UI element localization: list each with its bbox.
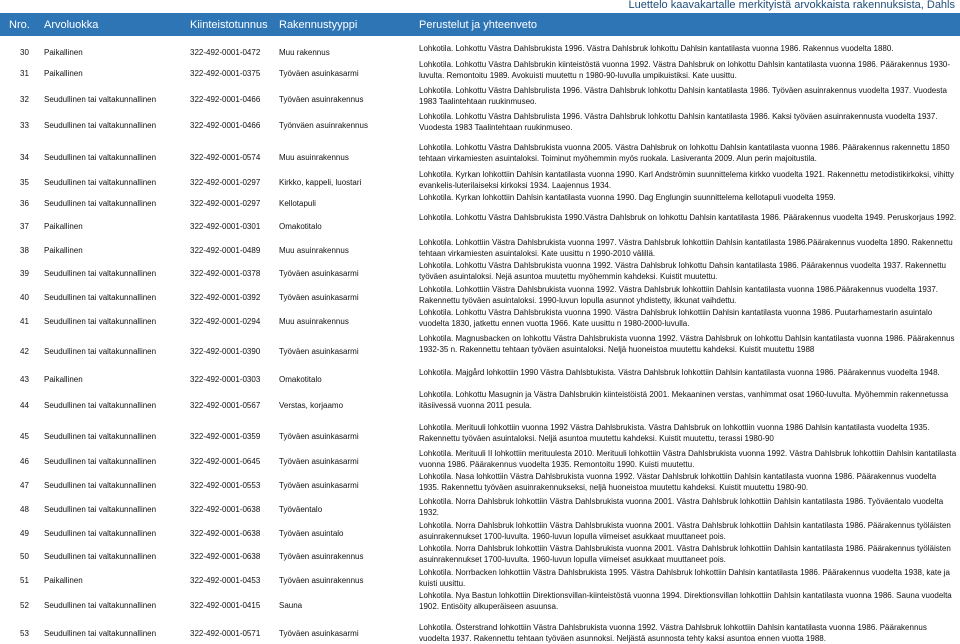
cell-perustelut: Lohkotila. Norra Dahlsbruk lohkottiin Västra Dahlsbrukista vuonna 2001. Västra Dahlsbruk lohkottiin Dahlsin kantatilasta 1986. Työväentalo vuodelta 1932. — [419, 497, 944, 517]
report-banner — [0, 0, 960, 13]
cell-rakennustyyppi: Työväen asuinkasarmi — [279, 269, 359, 278]
cell-nro: 35 — [20, 178, 29, 187]
cell-rakennustyyppi: Työväen asuinkasarmi — [279, 481, 359, 490]
report-title: Luettelo kaavakartalle merkityistä arvokkaista rakennuksista, Dahls — [628, 0, 955, 11]
cell-kiinteistotunnus: 322-492-0001-0574 — [190, 153, 261, 162]
cell-rakennustyyppi: Työväen asuinrakennus — [279, 95, 364, 104]
cell-perustelut: Lohkotila. Lohkottu Västra Dahlsbrukista vuonna 1990. Västra Dahlsbruk lohkottiin Dahlsin kantatilasta vuonna 1986. Puutarhamestarin asuintalo vuodelta 1830, jatkettu ennen vuotta 1966. Kate uusittu n 1980-2000-luvulla. — [419, 308, 933, 328]
cell-kiinteistotunnus: 322-492-0001-0415 — [190, 601, 261, 610]
cell-rakennustyyppi: Työväen asuinkasarmi — [279, 293, 359, 302]
cell-kiinteistotunnus: 322-492-0001-0390 — [190, 347, 261, 356]
cell-kiinteistotunnus: 322-492-0001-0472 — [190, 48, 261, 57]
cell-nro: 46 — [20, 457, 29, 466]
cell-arvoluokka: Seudullinen tai valtakunnallinen — [44, 432, 157, 441]
cell-nro: 39 — [20, 269, 29, 278]
cell-perustelut: Lohkotila. Kyrkan lohkottiin Dahlsin kantatilasta vuonna 1990. Dag Englungin suunnittelema kellotapuli vuodelta 1959. — [419, 193, 836, 202]
cell-rakennustyyppi: Työväen asuinkasarmi — [279, 629, 359, 638]
cell-perustelut: Lohkotila. Norra Dahlsbruk lohkottiin Västra Dahlsbrukista vuonna 2001. Västra Dahlsbruk lohkottiin Dahlsin kantatilasta 1986. Päärakennus työläisten asuinrakennukset 1700-luvulta. 1960-luvun lopulla viimeiset asukkaat muuttaneet pois. — [419, 544, 951, 564]
cell-kiinteistotunnus: 322-492-0001-0571 — [190, 629, 261, 638]
cell-nro: 41 — [20, 317, 29, 326]
cell-arvoluokka: Seudullinen tai valtakunnallinen — [44, 529, 157, 538]
cell-kiinteistotunnus: 322-492-0001-0638 — [190, 505, 261, 514]
cell-perustelut: Lohkotila. Lohkottu Västra Dahlsbrukin kiinteistöstä vuonna 1992. Västra Dahlsbruk on lohkottu Dahlsin kantatilasta vuonna 1986. Päärakennus 1930-luvulta. Remontoitu 1989. Avokuisti muutettu n 1980-90-luvulla umpikuistiksi. Kate uusittu. — [419, 60, 950, 80]
cell-perustelut: Lohkotila. Norra Dahlsbruk lohkottiin Västra Dahlsbrukista vuonna 2001. Västra Dahlsbruk lohkottiin Dahlsin kantatilasta 1986. Päärakennus työläisten asuinrakennukset 1700-luvulta. 1960-luvun lopulla viimeiset asukkaat muuttaneet pois. — [419, 521, 951, 541]
cell-nro: 32 — [20, 95, 29, 104]
cell-nro: 34 — [20, 153, 29, 162]
cell-arvoluokka: Seudullinen tai valtakunnallinen — [44, 153, 157, 162]
cell-rakennustyyppi: Työnväen asuinrakennus — [279, 121, 368, 130]
cell-kiinteistotunnus: 322-492-0001-0392 — [190, 293, 261, 302]
cell-kiinteistotunnus: 322-492-0001-0294 — [190, 317, 261, 326]
cell-kiinteistotunnus: 322-492-0001-0553 — [190, 481, 261, 490]
cell-perustelut: Lohkotila. Lohkottu Västra Dahlsbrukista vuonna 1992. Västra Dahlsbruk lohkottu Dahsin kantatilasta 1986. Päärakennus vuodelta 1937. Rakennettu työväen asuintaloksi. Nejä asuntoa muutettu myöhemmin kahdeksi. Kuistit muutettu. — [419, 261, 947, 281]
cell-perustelut: Lohkotila. Lohkottu Masugnin ja Västra Dahlsbrukin kiinteistöistä 2001. Mekaaninen verstas, vanhimmat osat 1960-luvulta. Myöhemmin rakennetussa itäsiivessä vuonna 2011 pesula. — [419, 390, 949, 410]
cell-nro: 36 — [20, 199, 29, 208]
cell-perustelut: Lohkotila. Merituuli II lohkottiin merituulesta 2010. Merituuli lohkottiin Västra Dahlsbrukista vuonna 1992. Västra Dahlsbruk lohkottiin Dahlsin kantatilasta vuonna 1986. Päärakennus vuodelta 1935. Remontoitu 1990. Kuisti muutettu. — [419, 449, 957, 469]
cell-perustelut: Lohkotila. Nasa lohkottiin Västra Dahlsbrukista vuonna 1992. Västar Dahlsbruk lohkottiin Dahlsin kantatilasta vuonna 1986. Päärakennus vuodelta 1935. Rakennettu työväen asuinrakennukseksi, neljä huoneistoa muutettu kahdeksi. Kuistit muutettu 1980-90. — [419, 472, 937, 492]
cell-perustelut: Lohkotila. Lohkottiin Västra Dahlsbrukista vuonna 1992. Västra Dahlsbruk lohkottiin Dahlsin kantatilasta vuonna 1986.Päärakennus vuodelta 1937. Rakennettu työväen asuintaloksi. 1990-luvun lopulla asunnot yhdistetty, ikkunat vaihdettu. — [419, 285, 938, 305]
cell-arvoluokka: Seudullinen tai valtakunnallinen — [44, 317, 157, 326]
column-header-nro: Nro. — [9, 19, 30, 31]
cell-kiinteistotunnus: 322-492-0001-0466 — [190, 121, 261, 130]
cell-nro: 33 — [20, 121, 29, 130]
cell-arvoluokka: Seudullinen tai valtakunnallinen — [44, 552, 157, 561]
cell-perustelut: Lohkotila. Lohkottiin Västra Dahlsbrukista vuonna 1997. Västra Dahlsbruk lohkottiin Dahlsin kantatilasta 1986.Päärakennus vuodelta 1890. Rakennettu tehtaan virkamiesten asuintaloksi. Kate uusittu n 1990-2010 välillä. — [419, 238, 953, 258]
cell-rakennustyyppi: Työväen asuinkasarmi — [279, 347, 359, 356]
column-header-arvoluokka: Arvoluokka — [44, 19, 99, 31]
cell-perustelut: Lohkotila. Lohkottu Västra Dahlsbrukista 1996. Västra Dahlsbruk lohkottu Dahlsin kantatilasta vuonna 1986. Rakennus vuodelta 1880. — [419, 44, 894, 53]
cell-perustelut: Lohkotila. Magnusbacken on lohkottu Västra Dahlsbrukista vuonna 1992. Västra Dahlsbruk on lohkottu Dahlsin kantatilasta vuonna 1986. Päärakennus 1932-35 n. Rakennettu tehtaan työväen asuintaloksi. Neljä huoneistoa muutettu kahdeksi. Kuistit muutettu 1988 — [419, 334, 955, 354]
cell-rakennustyyppi: Kellotapuli — [279, 199, 316, 208]
cell-kiinteistotunnus: 322-492-0001-0638 — [190, 529, 261, 538]
cell-nro: 31 — [20, 69, 29, 78]
cell-rakennustyyppi: Työväen asuinrakennus — [279, 576, 364, 585]
cell-rakennustyyppi: Muu rakennus — [279, 48, 330, 57]
cell-nro: 47 — [20, 481, 29, 490]
cell-perustelut: Lohkotila. Lohkottu Västra Dahlsbrukista 1990.Västra Dahlsbruk on lohkottu Dahlsin kantatilasta 1986. Päärakennus vuodelta 1949. Peruskorjaus 1992. — [419, 213, 957, 222]
cell-arvoluokka: Paikallinen — [44, 246, 83, 255]
cell-kiinteistotunnus: 322-492-0001-0466 — [190, 95, 261, 104]
cell-rakennustyyppi: Työväen asuinkasarmi — [279, 432, 359, 441]
cell-arvoluokka: Seudullinen tai valtakunnallinen — [44, 199, 157, 208]
cell-perustelut: Lohkotila. Nya Bastun lohkottiin Direktionsvillan-kiinteistöstä vuonna 1994. Direktionsvillan lohkottiin Dahlsin kantatilasta vuonna 1986. Sauna vuodelta 1902. Entisöity alkuperäiseen asuunsa. — [419, 591, 952, 611]
cell-nro: 38 — [20, 246, 29, 255]
cell-rakennustyyppi: Muu asuinrakennus — [279, 153, 349, 162]
cell-rakennustyyppi: Omakotitalo — [279, 222, 322, 231]
cell-kiinteistotunnus: 322-492-0001-0301 — [190, 222, 261, 231]
table-header — [0, 13, 960, 36]
cell-rakennustyyppi: Työväen asuinkasarmi — [279, 457, 359, 466]
cell-arvoluokka: Seudullinen tai valtakunnallinen — [44, 95, 157, 104]
cell-kiinteistotunnus: 322-492-0001-0453 — [190, 576, 261, 585]
cell-kiinteistotunnus: 322-492-0001-0375 — [190, 69, 261, 78]
cell-nro: 53 — [20, 629, 29, 638]
cell-rakennustyyppi: Verstas, korjaamo — [279, 401, 344, 410]
cell-arvoluokka: Paikallinen — [44, 48, 83, 57]
cell-perustelut: Lohkotila. Majgård lohkottiin 1990 Västra Dahlsbtukista. Västra Dahlsbruk lohkottiin Dahlsin kantatilasta vuonna 1986. Päärakennus vuodelta 1948. — [419, 368, 940, 377]
cell-nro: 51 — [20, 576, 29, 585]
cell-rakennustyyppi: Työväen asuinrakennus — [279, 552, 364, 561]
cell-arvoluokka: Seudullinen tai valtakunnallinen — [44, 401, 157, 410]
cell-arvoluokka: Seudullinen tai valtakunnallinen — [44, 293, 157, 302]
cell-rakennustyyppi: Työväen asuintalo — [279, 529, 344, 538]
cell-kiinteistotunnus: 322-492-0001-0567 — [190, 401, 261, 410]
cell-perustelut: Lohkotila. Lohkottu Västra Dahlsbrulista 1996. Västra Dahlsbruk lohkottu Dahlsin kantatilasta 1986. Työväen asuinrakennus vuodelta 1937. Vuodesta 1983 Taalintehtaan ruukinmuseo. — [419, 86, 947, 106]
cell-arvoluokka: Paikallinen — [44, 69, 83, 78]
column-header-perustelut: Perustelut ja yhteenveto — [419, 19, 538, 31]
cell-nro: 30 — [20, 48, 29, 57]
cell-nro: 49 — [20, 529, 29, 538]
cell-nro: 50 — [20, 552, 29, 561]
cell-perustelut: Lohkotila. Lohkottu Västra Dahlsbrukista vuonna 2005. Västra Dahlsbruk on lohkottu Dahlsin kantatilasta vuonna 1986. Päärakennus rakennettu 1850 tehtaan virkamiesten asuintaloksi. Toiminut myöhemmin myös ruokala. Lasiveranta 2009. Alun perin majoitustila. — [419, 143, 950, 163]
cell-arvoluokka: Paikallinen — [44, 222, 83, 231]
cell-nro: 52 — [20, 601, 29, 610]
cell-arvoluokka: Seudullinen tai valtakunnallinen — [44, 629, 157, 638]
cell-nro: 48 — [20, 505, 29, 514]
cell-arvoluokka: Seudullinen tai valtakunnallinen — [44, 505, 157, 514]
cell-perustelut: Lohkotila. Kyrkan lohkottiin Dahlsin kantatilasta vuonna 1990. Karl Andströmin suunnittelema kirkko vuodelta 1921. Rakennettu metodistikirkoksi, vihitty evankelis-luterilaiseksi kirkoksi 1934. Laajennus 1934. — [419, 170, 954, 190]
cell-kiinteistotunnus: 322-492-0001-0638 — [190, 552, 261, 561]
cell-kiinteistotunnus: 322-492-0001-0297 — [190, 178, 261, 187]
cell-nro: 40 — [20, 293, 29, 302]
cell-nro: 44 — [20, 401, 29, 410]
cell-arvoluokka: Seudullinen tai valtakunnallinen — [44, 457, 157, 466]
cell-rakennustyyppi: Työväentalo — [279, 505, 323, 514]
cell-arvoluokka: Seudullinen tai valtakunnallinen — [44, 601, 157, 610]
cell-perustelut: Lohkotila. Lohkottu Västra Dahlsbrulista 1996. Västra Dahlsbruk lohkottu Dahlsin kantatilasta 1986. Kaksi työväen asuinrakennusta vuodelta 1937. Vuodesta 1983 Taalintehtaan ruukinmuseo. — [419, 112, 938, 132]
cell-arvoluokka: Paikallinen — [44, 375, 83, 384]
cell-rakennustyyppi: Työväen asuinkasarmi — [279, 69, 359, 78]
cell-arvoluokka: Seudullinen tai valtakunnallinen — [44, 269, 157, 278]
cell-perustelut: Lohkotila. Merituuli lohkottiin vuonna 1992 Västra Dahlsbrukista. Västra Dahlsbruk on lohkottiin vuonna 1986 Dahlsin kantatilasta vuodelta 1935. Rakennettu työväen asuintaloksi. Neljä asuntoa muutettu kahdeksi. Kuistit muutettu, terassi 1980-90 — [419, 423, 930, 443]
cell-nro: 43 — [20, 375, 29, 384]
cell-perustelut: Lohkotila. Norrbacken lohkottiin Västra Dahlsbrukista 1995. Västra Dahlsbruk lohkottiin Dahlsin kantatilasta 1986. Päärakennus vuodelta 1938, kate ja kuisti uusittu. — [419, 568, 950, 588]
cell-perustelut: Lohkotila. Österstrand lohkottiin Västra Dahlsbrukista vuonna 1992. Västra Dahlsbruk lohkottiin Dahlsin kantatilasta vuonna 1986. Päärakennus vuodelta 1937. Rakennettu tehtaan työväen asunnoksi. Neljästä asunnosta tehty kaksi asuntoa ennen vuotta 1988. — [419, 623, 927, 643]
cell-nro: 37 — [20, 222, 29, 231]
cell-rakennustyyppi: Kirkko, kappeli, luostari — [279, 178, 362, 187]
cell-rakennustyyppi: Muu asuinrakennus — [279, 246, 349, 255]
cell-rakennustyyppi: Omakotitalo — [279, 375, 322, 384]
column-header-kiinteistotunnus: Kiinteistotunnus — [190, 19, 268, 31]
cell-rakennustyyppi: Sauna — [279, 601, 303, 610]
cell-arvoluokka: Seudullinen tai valtakunnallinen — [44, 178, 157, 187]
cell-kiinteistotunnus: 322-492-0001-0359 — [190, 432, 261, 441]
cell-kiinteistotunnus: 322-492-0001-0297 — [190, 199, 261, 208]
cell-kiinteistotunnus: 322-492-0001-0303 — [190, 375, 261, 384]
cell-kiinteistotunnus: 322-492-0001-0378 — [190, 269, 261, 278]
cell-kiinteistotunnus: 322-492-0001-0645 — [190, 457, 261, 466]
cell-arvoluokka: Seudullinen tai valtakunnallinen — [44, 347, 157, 356]
cell-arvoluokka: Seudullinen tai valtakunnallinen — [44, 121, 157, 130]
cell-kiinteistotunnus: 322-492-0001-0489 — [190, 246, 261, 255]
cell-rakennustyyppi: Muu asuinrakennus — [279, 317, 349, 326]
cell-nro: 45 — [20, 432, 29, 441]
cell-arvoluokka: Seudullinen tai valtakunnallinen — [44, 481, 157, 490]
cell-nro: 42 — [20, 347, 29, 356]
column-header-rakennustyyppi: Rakennustyyppi — [279, 19, 358, 31]
cell-arvoluokka: Paikallinen — [44, 576, 83, 585]
